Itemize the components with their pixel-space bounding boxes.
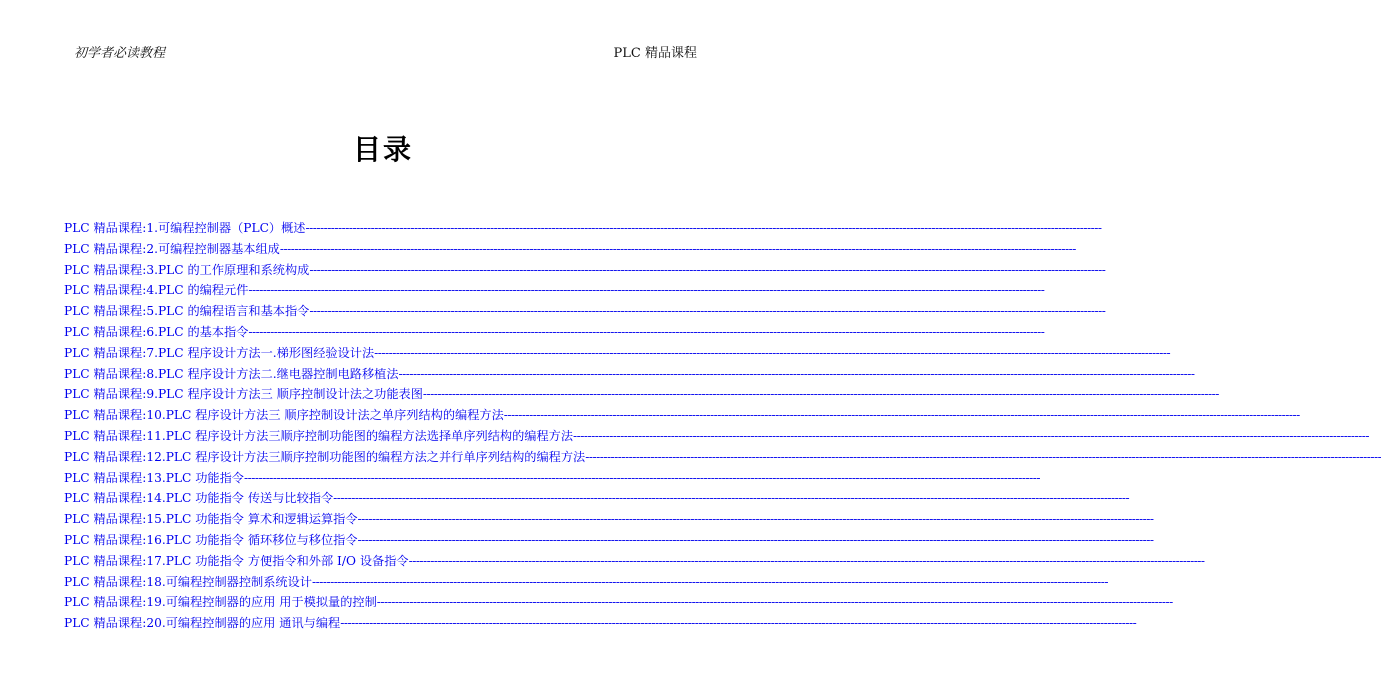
toc-link-5[interactable] bbox=[64, 301, 1106, 322]
toc-link-11[interactable] bbox=[64, 426, 1370, 447]
toc-link-9[interactable] bbox=[64, 384, 1219, 405]
toc-leader: ---------------------------------------------------------------------------------------------------------------------------------------------------------------------------------------------------------------------------- bbox=[309, 304, 1106, 319]
toc-link-12[interactable] bbox=[64, 447, 1381, 468]
toc-entry-label: PLC 精品课程:1.可编程控制器（PLC）概述 bbox=[64, 221, 306, 235]
toc-entry-label: PLC 精品课程:15.PLC 功能指令 算术和逻辑运算指令 bbox=[64, 512, 358, 527]
toc-leader: ---------------------------------------------------------------------------------------------------------------------------------------------------------------------------------------------------------------------------- bbox=[305, 221, 1102, 235]
toc-link-6[interactable] bbox=[64, 322, 1045, 343]
toc-link-8[interactable] bbox=[64, 364, 1195, 385]
toc-entry-label: PLC 精品课程:7.PLC 程序设计方法一.梯形图经验设计法 bbox=[64, 345, 375, 360]
toc-leader: ---------------------------------------------------------------------------------------------------------------------------------------------------------------------------------------------------------------------------- bbox=[243, 470, 1040, 485]
toc-entry-label: PLC 精品课程:5.PLC 的编程语言和基本指令 bbox=[64, 304, 310, 319]
toc-leader: ---------------------------------------------------------------------------------------------------------------------------------------------------------------------------------------------------------------------------- bbox=[340, 616, 1137, 631]
toc-link-19[interactable] bbox=[64, 592, 1173, 613]
toc-leader: ---------------------------------------------------------------------------------------------------------------------------------------------------------------------------------------------------------------------------- bbox=[248, 283, 1045, 298]
toc-link-7[interactable] bbox=[64, 343, 1171, 364]
toc-link-1[interactable] bbox=[64, 218, 1102, 239]
toc-entry-label: PLC 精品课程:6.PLC 的基本指令 bbox=[64, 324, 249, 339]
toc-leader: ---------------------------------------------------------------------------------------------------------------------------------------------------------------------------------------------------------------------------- bbox=[279, 241, 1076, 256]
toc-entry-label: PLC 精品课程:10.PLC 程序设计方法三 顺序控制设计法之单序列结构的编程方法 bbox=[64, 408, 504, 423]
toc-entry-label: PLC 精品课程:12.PLC 程序设计方法三顺序控制功能图的编程方法之并行单序列结构的编程方法 bbox=[64, 449, 586, 464]
toc-leader: ---------------------------------------------------------------------------------------------------------------------------------------------------------------------------------------------------------------------------- bbox=[422, 387, 1219, 402]
toc-leader: ---------------------------------------------------------------------------------------------------------------------------------------------------------------------------------------------------------------------------- bbox=[398, 366, 1195, 381]
toc-leader: ---------------------------------------------------------------------------------------------------------------------------------------------------------------------------------------------------------------------------- bbox=[311, 574, 1108, 589]
toc-entry-label: PLC 精品课程:2.可编程控制器基本组成 bbox=[64, 241, 280, 256]
toc-leader: ---------------------------------------------------------------------------------------------------------------------------------------------------------------------------------------------------------------------------- bbox=[357, 512, 1154, 527]
toc-entry-label: PLC 精品课程:18.可编程控制器控制系统设计 bbox=[64, 574, 312, 589]
toc-link-17[interactable] bbox=[64, 551, 1205, 572]
toc-link-18[interactable] bbox=[64, 572, 1108, 593]
toc-entry-label: PLC 精品课程:17.PLC 功能指令 方便指令和外部 I/O 设备指令 bbox=[64, 553, 409, 568]
toc-leader: ---------------------------------------------------------------------------------------------------------------------------------------------------------------------------------------------------------------------------- bbox=[585, 449, 1381, 464]
toc-link-3[interactable] bbox=[64, 260, 1106, 281]
toc-leader: ---------------------------------------------------------------------------------------------------------------------------------------------------------------------------------------------------------------------------- bbox=[309, 262, 1106, 277]
toc-entry-label: PLC 精品课程:13.PLC 功能指令 bbox=[64, 470, 244, 485]
toc-entry-label: PLC 精品课程:14.PLC 功能指令 传送与比较指令 bbox=[64, 491, 334, 506]
header-right-text: PLC 精品课程 bbox=[613, 46, 697, 61]
toc-link-14[interactable] bbox=[64, 488, 1130, 509]
toc-link-15[interactable] bbox=[64, 509, 1154, 530]
toc-link-4[interactable] bbox=[64, 280, 1045, 301]
page-title: 目录 bbox=[352, 133, 413, 166]
toc-entry-label: PLC 精品课程:11.PLC 程序设计方法三顺序控制功能图的编程方法选择单序列结构的编程方法 bbox=[64, 428, 574, 443]
toc-entry-label: PLC 精品课程:8.PLC 程序设计方法二.继电器控制电路移植法 bbox=[64, 366, 399, 381]
toc-entry-label: PLC 精品课程:4.PLC 的编程元件 bbox=[64, 283, 249, 298]
toc-link-10[interactable] bbox=[64, 405, 1300, 426]
toc-entry-label: PLC 精品课程:9.PLC 程序设计方法三 顺序控制设计法之功能表图 bbox=[64, 387, 423, 402]
toc-leader: ---------------------------------------------------------------------------------------------------------------------------------------------------------------------------------------------------------------------------- bbox=[357, 532, 1154, 547]
table-of-contents bbox=[64, 218, 1381, 634]
toc-leader: ---------------------------------------------------------------------------------------------------------------------------------------------------------------------------------------------------------------------------- bbox=[374, 345, 1171, 360]
toc-entry-label: PLC 精品课程:3.PLC 的工作原理和系统构成 bbox=[64, 262, 310, 277]
toc-leader: ---------------------------------------------------------------------------------------------------------------------------------------------------------------------------------------------------------------------------- bbox=[408, 553, 1205, 568]
toc-link-2[interactable] bbox=[64, 239, 1076, 260]
toc-entry-label: PLC 精品课程:16.PLC 功能指令 循环移位与移位指令 bbox=[64, 532, 358, 547]
toc-link-20[interactable] bbox=[64, 613, 1137, 634]
toc-entry-label: PLC 精品课程:20.可编程控制器的应用 通讯与编程 bbox=[64, 616, 341, 631]
toc-leader: ---------------------------------------------------------------------------------------------------------------------------------------------------------------------------------------------------------------------------- bbox=[248, 324, 1045, 339]
toc-leader: ---------------------------------------------------------------------------------------------------------------------------------------------------------------------------------------------------------------------------- bbox=[333, 491, 1130, 506]
toc-link-16[interactable] bbox=[64, 530, 1154, 551]
toc-entry-label: PLC 精品课程:19.可编程控制器的应用 用于模拟量的控制 bbox=[64, 595, 377, 610]
toc-leader: ---------------------------------------------------------------------------------------------------------------------------------------------------------------------------------------------------------------------------- bbox=[503, 408, 1300, 423]
toc-link-13[interactable] bbox=[64, 468, 1040, 489]
header-left-text: 初学者必读教程 bbox=[74, 46, 166, 61]
toc-leader: ---------------------------------------------------------------------------------------------------------------------------------------------------------------------------------------------------------------------------- bbox=[376, 595, 1173, 610]
toc-leader: ---------------------------------------------------------------------------------------------------------------------------------------------------------------------------------------------------------------------------- bbox=[573, 428, 1370, 443]
